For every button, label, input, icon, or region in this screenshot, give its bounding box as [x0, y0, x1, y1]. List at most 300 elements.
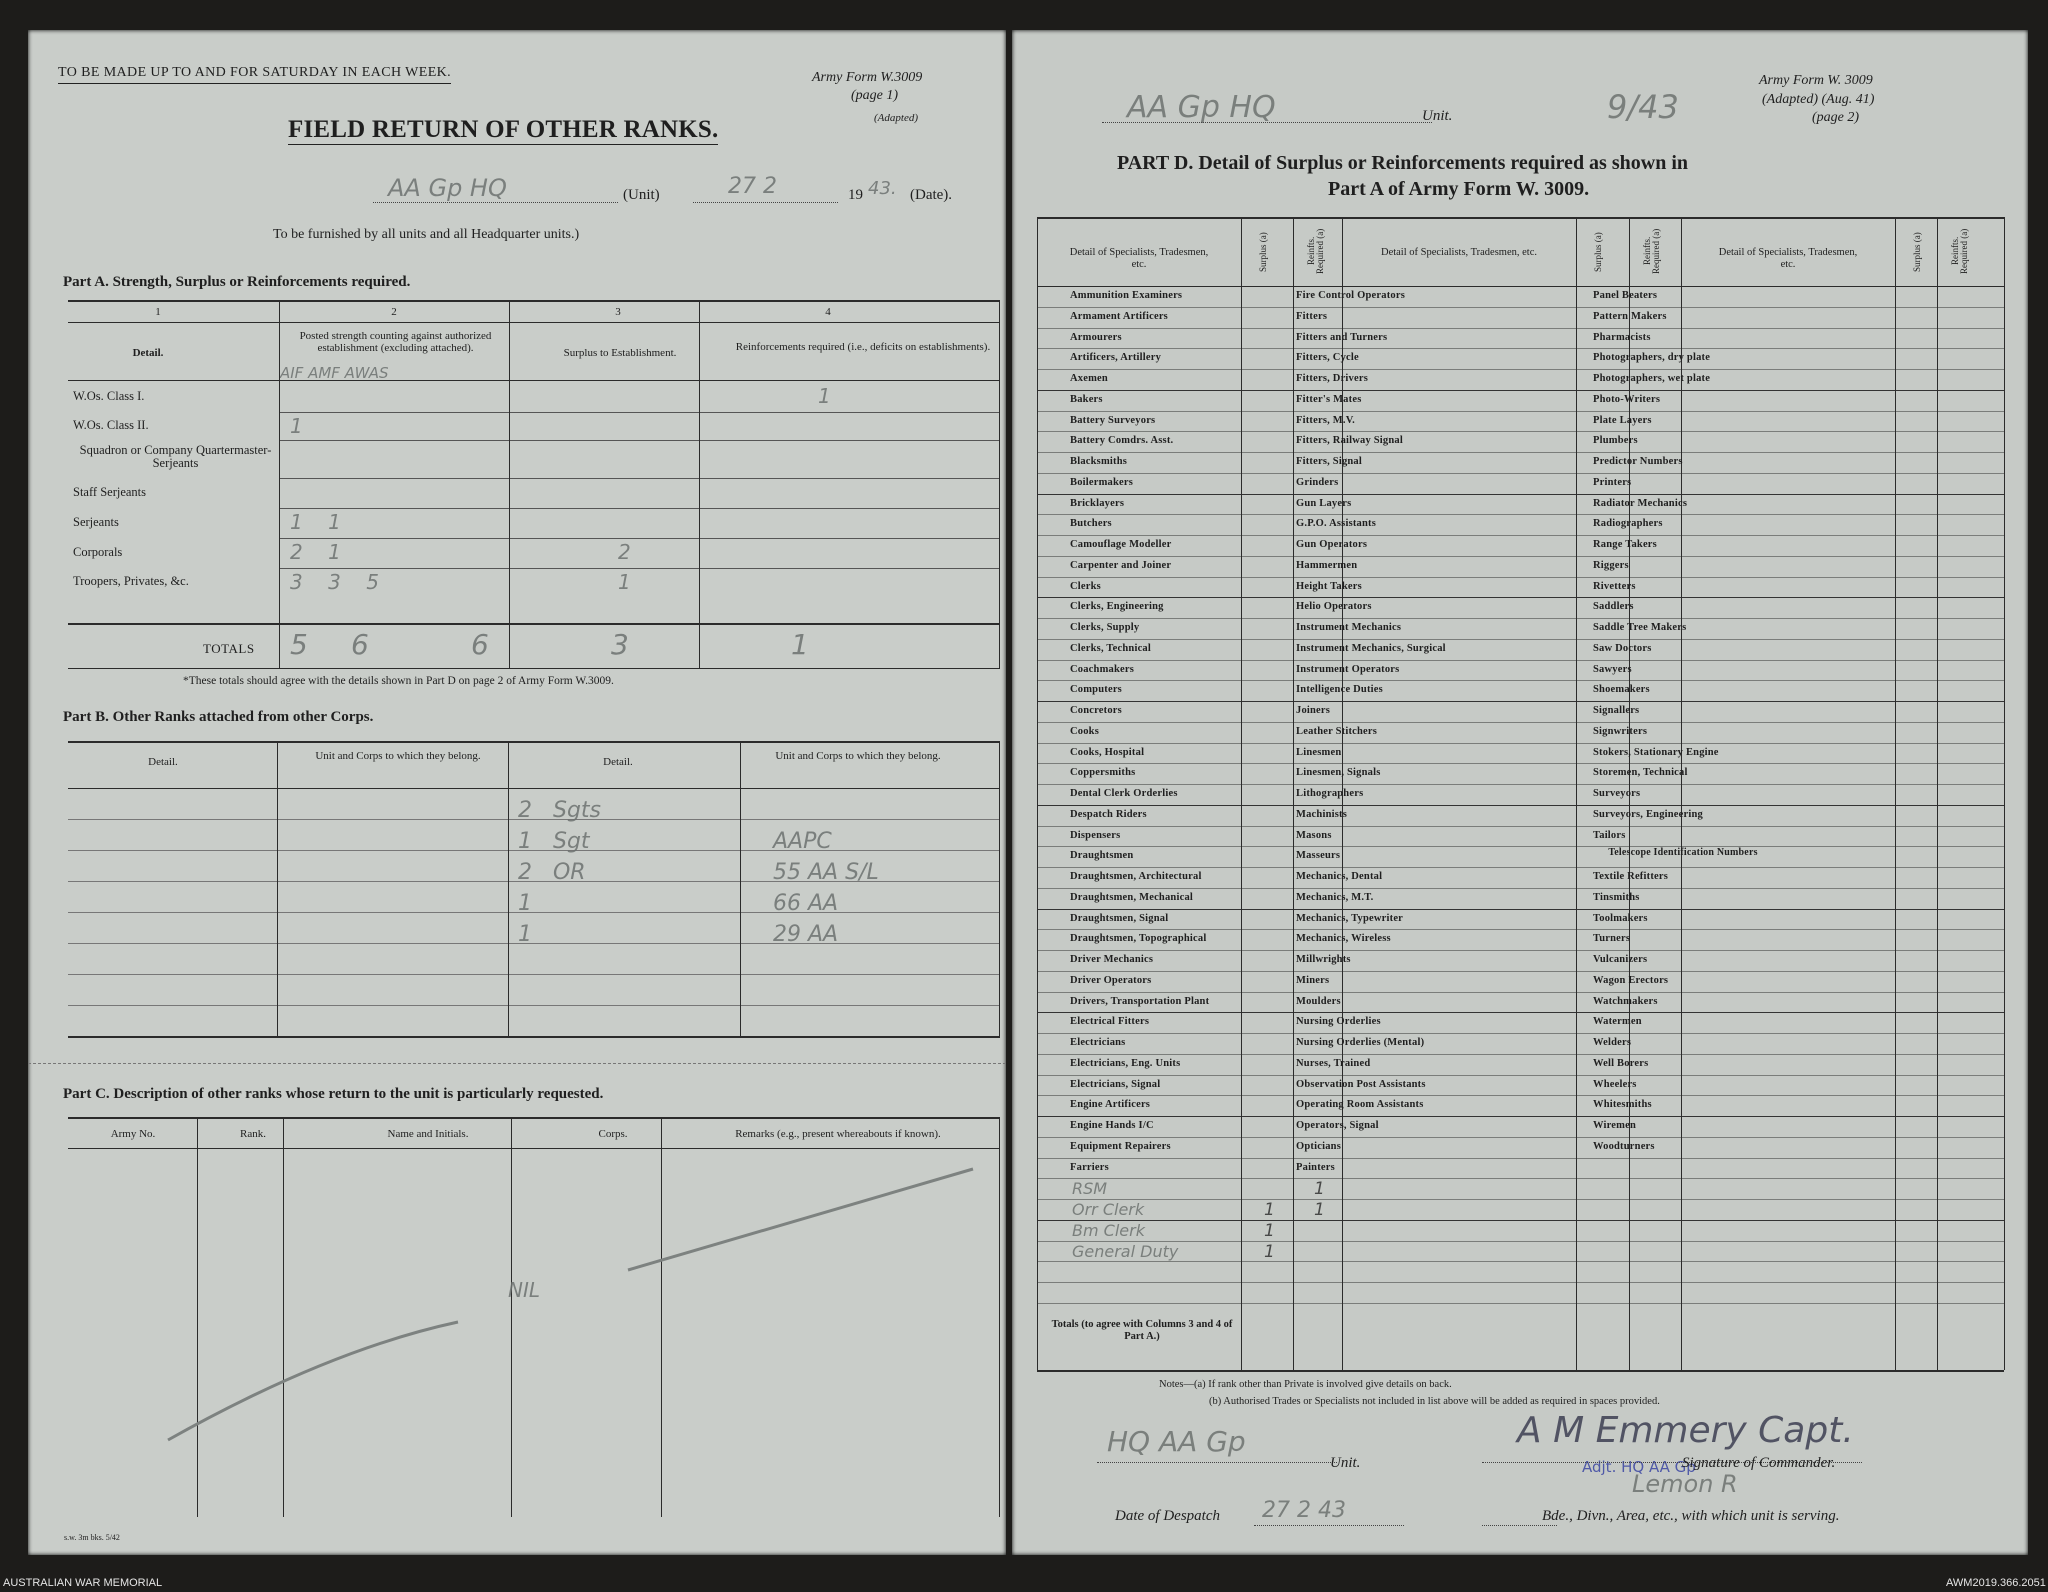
part-a-row-label: Corporals [73, 545, 123, 559]
part-d-row-rule [1037, 390, 2004, 391]
part-a-header-reinf: Reinforcements required (i.e., deficits on establishments). [735, 341, 991, 353]
part-d-header-surplus: Surplus (a) [1258, 232, 1268, 272]
part-d-trade-label: Electricians, Eng. Units [1070, 1057, 1181, 1069]
part-d-trade-label: Linesmen [1296, 746, 1342, 758]
part-d-trade-label: Height Takers [1296, 580, 1362, 592]
part-d-row-rule [1037, 577, 2004, 578]
part-c-header-army-no: Army No. [110, 1128, 156, 1140]
part-d-row-rule [1037, 1158, 2004, 1159]
part-d-trade-label: Gun Operators [1296, 539, 1368, 550]
despatch-handwritten: 27 2 43 [1262, 1498, 1346, 1523]
part-d-trade-label: Watermen [1593, 1016, 1642, 1028]
part-d-trade-label: Artificers, Artillery [1070, 352, 1162, 364]
part-d-row-rule [1037, 1095, 2004, 1096]
part-b-hw-detail: 2 Sgts [518, 798, 601, 823]
part-d-trade-label: Helio Operators [1296, 601, 1372, 613]
bde-handwritten: Lemon R [1632, 1470, 1738, 1498]
part-d-top-rule [1037, 217, 2004, 219]
part-a-row-label: Troopers, Privates, &c. [73, 574, 189, 588]
part-d-trade-label: Camouflage Modeller [1070, 539, 1172, 550]
part-d-trade-label: Signallers [1593, 705, 1640, 716]
part-d-trade-label: Bakers [1070, 393, 1103, 405]
despatch-line [1254, 1525, 1404, 1526]
part-d-trade-label: Mechanics, Typewriter [1296, 912, 1404, 924]
part-b-hw-detail: 1 [518, 891, 532, 916]
part-d-hw-surplus: 1 [1264, 1200, 1275, 1220]
part-d-row-rule [1037, 514, 2004, 515]
part-d-trade-label: Observation Post Assistants [1296, 1078, 1426, 1090]
part-d-vline [1895, 217, 1896, 1370]
part-d-trade-label: Stokers, Stationary Engine [1593, 746, 1719, 758]
part-d-trade-label: Driver Operators [1070, 974, 1152, 986]
part-c-header-name: Name and Initials. [387, 1128, 469, 1140]
part-d-trade-label: Fitters, M.V. [1296, 414, 1355, 426]
part-d-totals-label: Totals (to agree with Columns 3 and 4 of Part A.) [1051, 1318, 1233, 1342]
part-d-header-surplus: Surplus (a) [1593, 232, 1603, 272]
part-d-trade-label: Electricians, Signal [1070, 1078, 1161, 1090]
part-d-trade-label: Hammermen [1296, 559, 1358, 571]
part-d-trade-label: Turners [1593, 933, 1631, 945]
part-d-row-rule [1037, 1261, 2004, 1262]
part-d-trade-label: Machinists [1296, 808, 1348, 820]
part-d-row-rule [1037, 950, 2004, 951]
part-d-trade-label: Farriers [1070, 1161, 1109, 1173]
part-c-header-remarks: Remarks (e.g., present whereabouts if known). [735, 1128, 941, 1140]
part-d-header-reinf: Reinfts. Required (a) [1306, 228, 1325, 274]
part-d-trade-label: Radiographers [1593, 518, 1663, 530]
part-d-trade-label: Plate Layers [1593, 414, 1652, 426]
form-title: FIELD RETURN OF OTHER RANKS. [288, 116, 719, 143]
printer-imprint: s.w. 3m bks. 5/42 [64, 1533, 120, 1542]
adjutant-stamp: Adjt. HQ AA Gp [1582, 1458, 1696, 1476]
strength-subheads: AIF AMF AWAS [280, 364, 389, 382]
part-d-trade-label: Instrument Mechanics, Surgical [1296, 642, 1446, 654]
part-d-trade-label: Masseurs [1296, 850, 1341, 862]
part-d-trade-label: Leather Stitchers [1296, 725, 1378, 737]
part-d-trade-label: Mechanics, Wireless [1296, 933, 1391, 945]
part-d-row-rule [1037, 701, 2004, 702]
part-d-hw-surplus: 1 [1264, 1241, 1275, 1262]
part-a-row-label: Squadron or Company Quartermaster-Serjeants [79, 443, 272, 470]
part-d-row-rule [1037, 1303, 2004, 1304]
part-d-header-reinf: Reinfts. Required (a) [1950, 228, 1969, 274]
form-page-1 [28, 30, 1006, 1555]
unit-line-p2 [1102, 122, 1432, 123]
part-d-vline [1241, 217, 1242, 1370]
part-d-trade-label: Woodturners [1593, 1140, 1655, 1152]
part-a-row-reinf: 1 [818, 384, 831, 408]
part-d-row-rule [1037, 535, 2004, 536]
part-d-row-rule [1037, 1075, 2004, 1076]
part-d-row-rule [1037, 784, 2004, 785]
part-d-trade-label: Coachmakers [1070, 663, 1135, 675]
part-d-trade-label: Tinsmiths [1593, 891, 1640, 903]
part-d-trade-label: Watchmakers [1593, 995, 1658, 1007]
part-d-row-rule [1037, 1178, 2004, 1179]
part-d-trade-label: Fitters, Cycle [1296, 352, 1359, 364]
part-d-trade-label: Fitters, Railway Signal [1296, 435, 1403, 447]
part-b-hw-unit: AAPC [773, 829, 832, 854]
part-d-trade-label: Riggers [1593, 559, 1629, 571]
part-d-trade-label: Draughtsmen, Topographical [1070, 933, 1207, 945]
part-d-row-rule [1037, 722, 2004, 723]
part-d-hw-trade: RSM [1072, 1179, 1108, 1199]
part-d-trade-label: Saddle Tree Makers [1593, 622, 1687, 633]
part-d-trade-label: Carpenter and Joiner [1070, 559, 1172, 571]
part-d-trade-label: Fitters, Drivers [1296, 373, 1368, 384]
part-d-row-rule [1037, 1220, 2004, 1221]
part-d-row-rule [1037, 1137, 2004, 1138]
part-d-trade-label: Gun Layers [1296, 497, 1352, 509]
part-d-row-rule [1037, 618, 2004, 619]
part-a-title: Part A. Strength, Surplus or Reinforcements required. [63, 274, 411, 290]
part-d-trade-label: Drivers, Transportation Plant [1070, 995, 1210, 1007]
part-d-row-rule [1037, 1054, 2004, 1055]
part-d-trade-label: Whitesmiths [1593, 1099, 1652, 1111]
part-d-trade-label: Welders [1593, 1037, 1632, 1048]
date-handwritten-p2: 9/43 [1607, 88, 1679, 126]
part-d-row-rule [1037, 660, 2004, 661]
part-d-hw-trade: Orr Clerk [1072, 1200, 1145, 1219]
date-handwritten: 27 2 [728, 174, 777, 199]
unit-handwritten: AA Gp HQ [388, 174, 507, 202]
part-a-row-posted: 3 3 5 [290, 570, 380, 594]
part-d-trade-label: Draughtsmen, Signal [1070, 912, 1169, 924]
part-a-header-detail: Detail. [132, 347, 164, 359]
part-d-row-rule [1037, 431, 2004, 432]
part-d-trade-label: Tailors [1593, 829, 1626, 841]
part-d-trade-label: Clerks, Technical [1070, 642, 1151, 654]
part-d-trade-label: Plumbers [1593, 435, 1638, 447]
part-d-hw-reinf: 1 [1314, 1200, 1325, 1220]
part-a-header-posted: Posted strength counting against authorized establishment (excluding attached). [299, 330, 492, 354]
part-d-trade-label: Coppersmiths [1070, 767, 1136, 779]
unit-label-bottom: Unit. [1330, 1455, 1361, 1471]
part-d-trade-label: Driver Mechanics [1070, 954, 1154, 965]
part-d-trade-label: Concretors [1070, 705, 1122, 716]
part-d-trade-label: Dental Clerk Orderlies [1070, 788, 1178, 799]
part-d-trade-label: Nursing Orderlies (Mental) [1296, 1037, 1425, 1048]
part-d-trade-label: Moulders [1296, 995, 1341, 1007]
form-name: Army Form W.3009 [812, 70, 923, 85]
part-d-row-rule [1037, 1116, 2004, 1117]
footer-left: AUSTRALIAN WAR MEMORIAL [3, 1577, 163, 1589]
part-a-row-label: W.Os. Class I. [73, 389, 145, 403]
part-d-trade-label: Battery Comdrs. Asst. [1070, 435, 1174, 447]
part-d-title-line2: Part A of Army Form W. 3009. [1328, 178, 1590, 200]
part-d-trade-label: Grinders [1296, 476, 1339, 488]
part-c-title: Part C. Description of other ranks whose return to the unit is particularly requested. [63, 1086, 604, 1102]
form-name-p2: Army Form W. 3009 [1759, 73, 1873, 88]
part-d-row-rule [1037, 805, 2004, 806]
part-d-trade-label: Storemen, Technical [1593, 767, 1688, 779]
part-d-trade-label: Range Takers [1593, 539, 1657, 550]
page-label-p2: (page 2) [1812, 110, 1860, 125]
part-d-bottom-rule [1037, 1370, 2004, 1372]
part-d-trade-label: Engine Artificers [1070, 1099, 1151, 1111]
part-d-row-rule [1037, 494, 2004, 495]
part-d-trade-label: Mechanics, M.T. [1296, 891, 1374, 903]
part-c-header-corps: Corps. [598, 1128, 628, 1140]
part-d-trade-label: Butchers [1070, 518, 1112, 530]
part-d-trade-label: Panel Beaters [1593, 290, 1658, 301]
part-d-title-line1: PART D. Detail of Surplus or Reinforcements required as shown in [1117, 152, 1688, 174]
part-d-trade-label: Engine Hands I/C [1070, 1120, 1154, 1131]
part-b-header-detail-1: Detail. [148, 756, 178, 768]
part-d-trade-label: Telescope Identification Numbers [1608, 847, 1758, 859]
col-number-4: 4 [825, 306, 831, 318]
part-d-trade-label: Fire Control Operators [1296, 290, 1405, 301]
part-d-row-rule [1037, 369, 2004, 370]
part-d-header-detail: Detail of Specialists, Tradesmen, etc. [1069, 247, 1209, 270]
part-d-row-rule [1037, 639, 2004, 640]
part-d-trade-label: Linesmen, Signals [1296, 767, 1381, 779]
part-d-row-rule [1037, 411, 2004, 412]
totals-hw-3: 6 [471, 628, 489, 661]
part-d-row-rule [1037, 743, 2004, 744]
top-heading: TO BE MADE UP TO AND FOR SATURDAY IN EACH WEEK. [58, 65, 451, 84]
part-d-trade-label: Operators, Signal [1296, 1120, 1379, 1131]
part-d-trade-label: Intelligence Duties [1296, 684, 1383, 696]
part-a-row-label: W.Os. Class II. [73, 418, 149, 432]
part-d-trade-label: Predictor Numbers [1593, 456, 1683, 467]
part-c-nil-handwritten: NIL [508, 1278, 541, 1302]
part-a-header-surplus: Surplus to Establishment. [563, 347, 677, 359]
part-b-hw-unit: 29 AA [773, 922, 839, 947]
part-d-trade-label: Millwrights [1296, 954, 1351, 965]
part-d-trade-label: Ammunition Examiners [1070, 290, 1183, 301]
unit-handwritten-p2: AA Gp HQ [1127, 90, 1276, 125]
col-number-3: 3 [615, 306, 621, 318]
part-d-header-reinf: Reinfts. Required (a) [1642, 228, 1661, 274]
part-d-trade-label: Joiners [1296, 705, 1331, 716]
unit-label: (Unit) [623, 187, 660, 203]
part-a-row-surplus: 2 [618, 540, 631, 564]
part-a-row-posted: 1 1 [290, 510, 341, 534]
part-b-hw-unit: 55 AA S/L [773, 860, 879, 885]
part-d-trade-label: Mechanics, Dental [1296, 871, 1383, 882]
part-d-row-rule [1037, 929, 2004, 930]
part-d-trade-label: Computers [1070, 684, 1122, 696]
part-d-trade-label: Nurses, Trained [1296, 1057, 1371, 1069]
col-number-1: 1 [155, 306, 161, 318]
part-d-trade-label: Draughtsmen [1070, 850, 1134, 862]
part-d-vline [1293, 217, 1294, 1370]
part-d-trade-label: Cooks [1070, 725, 1100, 737]
part-d-trade-label: Blacksmiths [1070, 456, 1128, 467]
bde-line [1482, 1525, 1557, 1526]
adapted-p2: (Adapted) (Aug. 41) [1762, 92, 1875, 107]
part-d-trade-label: Fitters and Turners [1296, 331, 1388, 343]
totals-hw-5: 1 [791, 628, 809, 661]
part-d-trade-label: G.P.O. Assistants [1296, 518, 1377, 530]
part-b-hw-detail: 1 Sgt [518, 829, 590, 854]
part-d-header-detail: Detail of Specialists, Tradesmen, etc. [1380, 247, 1537, 258]
part-d-trade-label: Axemen [1070, 373, 1108, 384]
furnished-note: To be furnished by all units and all Headquarter units.) [273, 227, 580, 242]
part-d-trade-label: Masons [1296, 829, 1332, 841]
part-d-hw-reinf: 1 [1314, 1179, 1325, 1200]
part-d-trade-label: Clerks [1070, 580, 1101, 592]
part-d-trade-label: Pharmacists [1593, 331, 1651, 343]
totals-hw-4: 3 [611, 628, 629, 661]
part-d-trade-label: Opticians [1296, 1140, 1341, 1152]
footer-right: AWM2019.366.2051 [1946, 1577, 2046, 1589]
part-d-trade-label: Bricklayers [1070, 497, 1125, 509]
part-d-trade-label: Equipment Repairers [1070, 1140, 1171, 1152]
part-d-row-rule [1037, 971, 2004, 972]
part-d-row-rule [1037, 556, 2004, 557]
part-a-row-surplus: 1 [618, 570, 631, 594]
part-d-row-rule [1037, 763, 2004, 764]
part-d-trade-label: Fitter's Mates [1296, 393, 1362, 405]
part-d-trade-label: Electricians [1070, 1037, 1126, 1048]
part-d-trade-label: Printers [1593, 476, 1632, 488]
despatch-label: Date of Despatch [1115, 1508, 1220, 1524]
part-d-header-rule [1037, 286, 2004, 287]
part-d-trade-label: Fitters, Signal [1296, 456, 1362, 467]
part-d-trade-label: Surveyors [1593, 788, 1641, 799]
note-b: (b) Authorised Trades or Specialists not included in list above will be added as required in spaces provided. [1209, 1396, 1660, 1407]
part-d-trade-label: Photographers, dry plate [1593, 352, 1711, 364]
part-d-header-surplus: Surplus (a) [1912, 232, 1922, 272]
part-b-title: Part B. Other Ranks attached from other Corps. [63, 709, 374, 725]
unit-label-p2: Unit. [1422, 108, 1453, 124]
part-d-trade-label: Armament Artificers [1070, 310, 1168, 322]
part-d-row-rule [1037, 826, 2004, 827]
part-d-trade-label: Sawyers [1593, 663, 1632, 675]
part-d-row-rule [1037, 846, 2004, 847]
part-d-vline [1037, 217, 1038, 1370]
part-d-trade-label: Wiremen [1593, 1120, 1637, 1131]
part-d-trade-label: Dispensers [1070, 829, 1121, 841]
part-d-trade-label: Shoemakers [1593, 684, 1650, 696]
part-b-hw-detail: 1 [518, 922, 532, 947]
part-d-trade-label: Surveyors, Engineering [1593, 808, 1703, 820]
part-b-header-unit-2: Unit and Corps to which they belong. [775, 750, 941, 762]
part-d-row-rule [1037, 909, 2004, 910]
part-d-trade-label: Draughtsmen, Architectural [1070, 871, 1202, 882]
part-d-trade-label: Draughtsmen, Mechanical [1070, 891, 1194, 903]
part-d-row-rule [1037, 867, 2004, 868]
part-d-vline [2004, 217, 2005, 1370]
part-a-row-label: Staff Serjeants [73, 485, 147, 499]
part-d-vline [1576, 217, 1577, 1370]
part-b-hw-detail: 2 OR [518, 860, 586, 885]
part-d-trade-label: Wheelers [1593, 1078, 1637, 1090]
part-d-trade-label: Clerks, Engineering [1070, 601, 1164, 613]
part-d-hw-trade: Bm Clerk [1072, 1220, 1145, 1240]
part-d-row-rule [1037, 452, 2004, 453]
part-d-row-rule [1037, 473, 2004, 474]
part-d-row-rule [1037, 992, 2004, 993]
bde-label: Bde., Divn., Area, etc., with which unit is serving. [1542, 1508, 1840, 1524]
part-d-hw-trade: General Duty [1072, 1241, 1179, 1261]
part-d-row-rule [1037, 680, 2004, 681]
part-d-trade-label: Cooks, Hospital [1070, 746, 1145, 758]
commander-signature: A M Emmery Capt. [1517, 1410, 1854, 1451]
part-d-trade-label: Instrument Mechanics [1296, 622, 1402, 633]
part-d-trade-label: Lithographers [1296, 788, 1364, 799]
part-d-trade-label: Boilermakers [1070, 476, 1134, 488]
part-d-row-rule [1037, 1241, 2004, 1242]
part-d-vline [1681, 217, 1682, 1370]
part-d-row-rule [1037, 888, 2004, 889]
part-d-trade-label: Nursing Orderlies [1296, 1016, 1381, 1028]
date-label: (Date). [910, 187, 953, 203]
part-d-row-rule [1037, 597, 2004, 598]
part-d-trade-label: Fitters [1296, 310, 1328, 322]
col-number-2: 2 [391, 306, 397, 318]
part-d-trade-label: Vulcanizers [1593, 954, 1648, 965]
totals-label: TOTALS [203, 641, 255, 656]
part-d-row-rule [1037, 1199, 2004, 1200]
part-d-trade-label: Painters [1296, 1161, 1335, 1173]
part-d-trade-label: Radiator Mechanics [1593, 497, 1688, 509]
part-d-hw-surplus: 1 [1264, 1220, 1275, 1241]
part-d-trade-label: Well Borers [1593, 1057, 1649, 1069]
part-d-row-rule [1037, 328, 2004, 329]
part-d-trade-label: Instrument Operators [1296, 663, 1400, 675]
part-c-header-rank: Rank. [240, 1128, 266, 1140]
part-d-row-rule [1037, 1282, 2004, 1283]
part-a-row-label: Serjeants [73, 515, 119, 529]
part-d-trade-label: Operating Room Assistants [1296, 1099, 1424, 1111]
part-d-trade-label: Wagon Erectors [1593, 974, 1669, 986]
year-handwritten: 43. [868, 178, 897, 199]
part-d-row-rule [1037, 1012, 2004, 1013]
part-d-trade-label: Miners [1296, 974, 1330, 986]
part-b-hw-unit: 66 AA [773, 891, 839, 916]
part-d-header-detail: Detail of Specialists, Tradesmen, etc. [1718, 247, 1858, 270]
part-a-row-posted: 1 [290, 414, 303, 438]
totals-hw-2: 6 [351, 628, 369, 661]
part-d-trade-label: Signwriters [1593, 725, 1648, 737]
part-b-header-unit-1: Unit and Corps to which they belong. [315, 750, 481, 762]
year-prefix: 19 [848, 187, 863, 203]
signature-label: Signature of Commander. [1682, 1455, 1836, 1471]
part-d-row-rule [1037, 307, 2004, 308]
part-d-row-rule [1037, 348, 2004, 349]
part-d-trade-label: Photographers, wet plate [1593, 373, 1711, 384]
unit-handwritten-bottom: HQ AA Gp [1107, 1425, 1246, 1458]
note-a: Notes—(a) If rank other than Private is involved give details on back. [1159, 1379, 1452, 1390]
part-d-trade-label: Saddlers [1593, 601, 1634, 613]
part-a-row-posted: 2 1 [290, 540, 341, 564]
part-d-trade-label: Despatch Riders [1070, 808, 1147, 820]
page-label: (page 1) [851, 88, 899, 103]
part-d-trade-label: Armourers [1070, 331, 1122, 343]
part-d-vline [1937, 217, 1938, 1370]
part-d-trade-label: Rivetters [1593, 580, 1636, 592]
part-b-header-detail-2: Detail. [603, 756, 633, 768]
part-a-totals-note: *These totals should agree with the details shown in Part D on page 2 of Army Form W.3009. [183, 675, 614, 687]
part-d-trade-label: Electrical Fitters [1070, 1016, 1150, 1028]
part-c-strike-line [28, 30, 1006, 1555]
part-d-trade-label: Textile Refitters [1593, 871, 1669, 882]
part-d-row-rule [1037, 1033, 2004, 1034]
part-d-trade-label: Clerks, Supply [1070, 622, 1140, 633]
part-d-trade-label: Toolmakers [1593, 912, 1648, 924]
totals-hw-1: 5 [290, 628, 308, 661]
part-d-trade-label: Saw Doctors [1593, 642, 1652, 654]
form-page-2 [1012, 30, 2028, 1555]
part-d-trade-label: Pattern Makers [1593, 310, 1667, 322]
adapted-label: (Adapted) [874, 112, 918, 124]
unit-line-bottom [1097, 1462, 1337, 1463]
part-d-trade-label: Battery Surveyors [1070, 414, 1156, 426]
part-d-trade-label: Photo-Writers [1593, 393, 1661, 405]
